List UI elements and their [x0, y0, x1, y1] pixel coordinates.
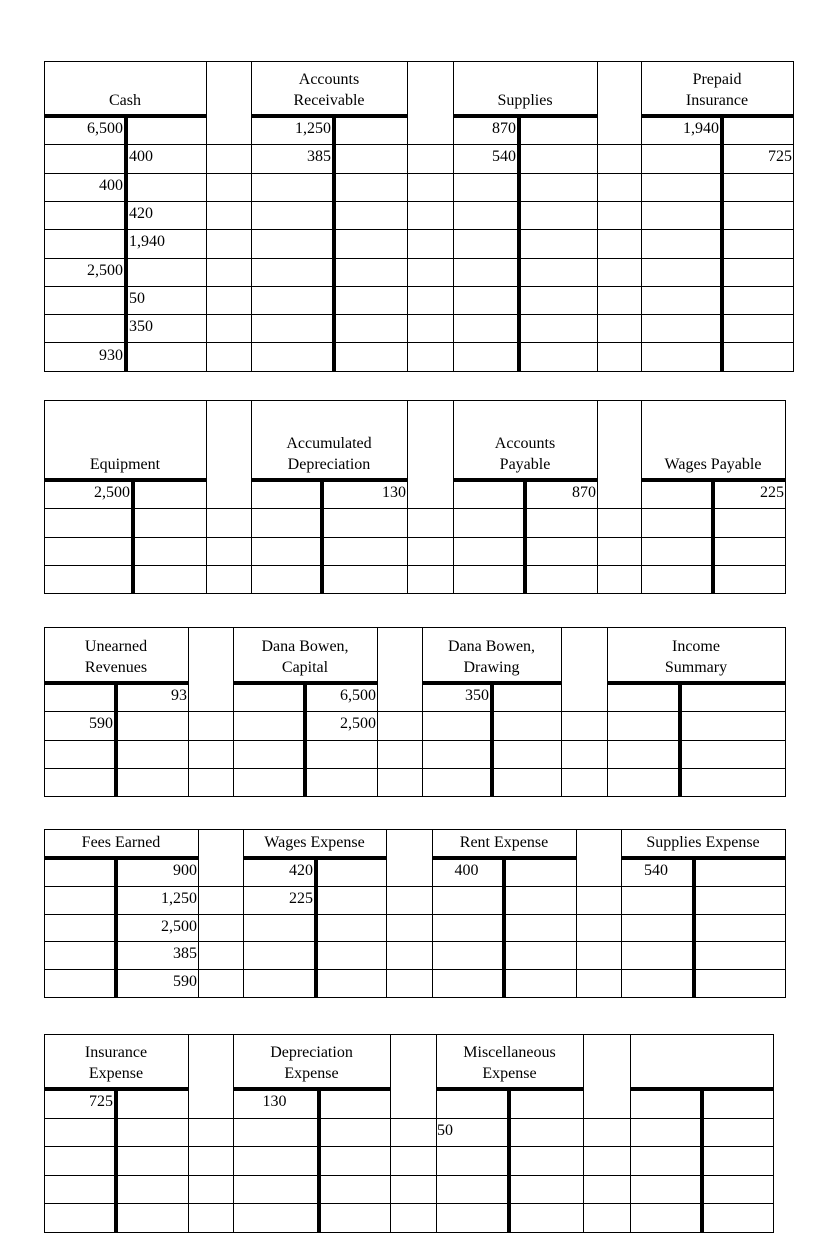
account-title [44, 400, 206, 478]
account-title-line: Prepaid [692, 71, 742, 88]
account-title-line: Depreciation [270, 1044, 353, 1061]
account-title-line: Depreciation [287, 456, 371, 473]
debit-amount: 225 [289, 889, 313, 907]
account-title-line: Wages Payable [664, 456, 762, 473]
debit-amount: 130 [262, 1093, 287, 1111]
debit-amount: 1,250 [295, 120, 331, 138]
debit-amount: 870 [492, 120, 516, 138]
account-title-line: Wages Expense [264, 834, 365, 851]
debit-amount: 930 [99, 346, 123, 364]
account-title-line: Accounts [298, 71, 360, 88]
grid-line [44, 537, 786, 538]
debit-amount: 50 [437, 1121, 453, 1139]
account-title-line: Income [672, 638, 720, 655]
account-title-line: Revenues [84, 659, 148, 676]
debit-amount: 1,940 [683, 120, 719, 138]
grid-line [44, 969, 786, 970]
account-title [453, 61, 597, 114]
grid-line [44, 286, 794, 287]
account-title [630, 1034, 773, 1087]
grid-line [407, 61, 408, 372]
t-account-bar [44, 856, 199, 860]
debit-amount: 350 [465, 687, 489, 705]
account-title-line: Fees Earned [81, 834, 161, 851]
account-title-line: Dana Bowen, [447, 638, 536, 655]
grid-line [44, 144, 794, 145]
grid-line [597, 61, 598, 372]
debit-amount: 400 [99, 176, 123, 194]
t-account-stem [317, 1089, 321, 1232]
grid-line [44, 371, 794, 372]
credit-amount: 725 [768, 148, 792, 166]
account-title [453, 400, 597, 478]
t-account-stem [517, 116, 521, 371]
grid-line [44, 711, 786, 712]
credit-amount: 385 [173, 945, 197, 963]
account-title [44, 61, 206, 114]
account-title [641, 400, 785, 478]
grid-line [44, 565, 786, 566]
account-title [44, 1034, 188, 1087]
t-account-bar [453, 114, 598, 118]
credit-amount: 590 [173, 973, 197, 991]
grid-line [44, 508, 786, 509]
t-account-stem [692, 858, 696, 997]
grid-line [188, 627, 189, 797]
credit-amount: 1,250 [161, 889, 197, 907]
account-title-line: Accumulated [286, 435, 372, 452]
account-title [251, 61, 407, 114]
account-title-line: Dana Bowen, [261, 638, 349, 655]
account-title [607, 627, 785, 681]
account-title-line: Miscellaneous [463, 1044, 556, 1061]
grid-line [44, 314, 794, 315]
account-title-line: Insurance [84, 1044, 148, 1061]
grid-line [44, 941, 786, 942]
t-account-bar [621, 856, 786, 860]
t-account-bar [44, 478, 207, 482]
t-account-bar [607, 681, 786, 685]
credit-amount: 2,500 [161, 917, 197, 935]
credit-amount: 350 [129, 318, 153, 336]
debit-amount: 540 [492, 148, 516, 166]
grid-line [206, 61, 207, 372]
grid-line [44, 1175, 774, 1176]
debit-amount: 400 [454, 861, 479, 879]
t-account-bar [233, 1087, 391, 1091]
credit-amount: 50 [129, 289, 145, 307]
grid-line [44, 593, 786, 594]
t-account-stem [114, 1089, 118, 1232]
t-account-stem [502, 858, 506, 997]
credit-amount: 870 [572, 484, 596, 502]
debit-amount: 2,500 [94, 484, 130, 502]
t-account-stem [332, 116, 336, 371]
credit-amount: 130 [382, 484, 406, 502]
account-title-line: Capital [281, 659, 329, 676]
credit-amount: 2,500 [340, 715, 376, 733]
account-title [44, 627, 188, 681]
account-title-line: Insurance [685, 92, 749, 109]
account-title-line: Supplies Expense [646, 834, 760, 851]
grid-line [44, 997, 786, 998]
grid-line [44, 1146, 774, 1147]
account-title-line: Supplies [497, 92, 553, 109]
account-title [233, 1034, 390, 1087]
account-title [436, 1034, 583, 1087]
grid-line [44, 258, 794, 259]
credit-amount: 225 [760, 484, 784, 502]
t-account-bar [641, 114, 794, 118]
grid-line [793, 61, 794, 372]
account-title [641, 61, 793, 114]
account-title-line: Receivable [293, 92, 365, 109]
t-account-stem [678, 683, 682, 796]
grid-line [44, 886, 786, 887]
debit-amount: 6,500 [87, 120, 123, 138]
account-title [233, 627, 377, 681]
t-account-bar [251, 114, 408, 118]
credit-amount: 420 [129, 205, 153, 223]
debit-amount: 725 [89, 1093, 113, 1111]
debit-amount: 540 [644, 861, 668, 879]
account-title-line: Rent Expense [459, 834, 549, 851]
debit-amount: 590 [89, 715, 113, 733]
account-title-line: Payable [499, 456, 551, 473]
account-title-line: Accounts [494, 435, 556, 452]
grid-line [44, 1118, 774, 1119]
grid-line [44, 914, 786, 915]
account-title-line: Cash [109, 92, 141, 109]
t-account-stem [490, 683, 494, 796]
account-title-line: Expense [482, 1065, 537, 1082]
grid-line [44, 229, 794, 230]
account-title-line: Drawing [463, 659, 520, 676]
debit-amount: 420 [289, 861, 313, 879]
t-account-stem [700, 1089, 704, 1232]
grid-line [44, 1203, 774, 1204]
grid-line [44, 342, 794, 343]
grid-line [44, 740, 786, 741]
account-title [251, 400, 407, 478]
credit-amount: 1,940 [129, 233, 165, 251]
grid-line [785, 627, 786, 797]
account-title [422, 627, 561, 681]
account-title-line: Expense [88, 1065, 144, 1082]
credit-amount: 400 [129, 148, 153, 166]
grid-line [44, 796, 786, 797]
account-title-line: Equipment [89, 456, 161, 473]
credit-amount: 93 [171, 687, 187, 705]
credit-amount: 6,500 [340, 687, 376, 705]
grid-line [44, 768, 786, 769]
account-title [621, 829, 785, 856]
account-title-line: Summary [664, 659, 728, 676]
account-title-line: Expense [284, 1065, 339, 1082]
t-account-bar [251, 478, 408, 482]
grid-line [561, 627, 562, 797]
grid-line [377, 627, 378, 797]
account-title [432, 829, 576, 856]
grid-line [44, 201, 794, 202]
grid-line [44, 173, 794, 174]
debit-amount: 2,500 [87, 261, 123, 279]
debit-amount: 385 [307, 148, 331, 166]
t-account-stem [314, 858, 318, 997]
credit-amount: 900 [173, 861, 197, 879]
account-title [243, 829, 386, 856]
t-account-stem [131, 480, 135, 593]
account-title-line: Unearned [84, 638, 148, 655]
t-account-stem [507, 1089, 511, 1232]
account-title [44, 829, 198, 856]
grid-line [44, 1232, 774, 1233]
